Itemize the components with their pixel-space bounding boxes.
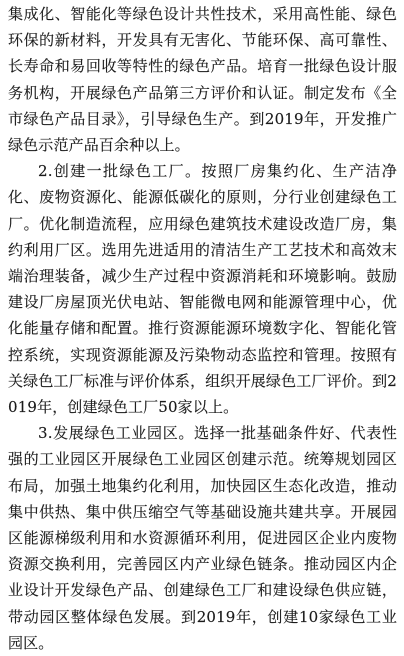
paragraph-green-products: 集成化、智能化等绿色设计共性技术，采用高性能、绿色环保的新材料，开发具有无害化、节能环保、高可靠性、长寿命和易回收等特性的绿色产品。培育一批绿色设计服务机构，开展绿色产品第三方评价和认证。制定发布《全市绿色产品目录》，引导绿色生产。到2019年，开发推广绿色示范产品百余种以上。 [8, 5, 397, 155]
paragraph-green-industrial-parks: 3.发展绿色工业园区。选择一批基础条件好、代表性强的工业园区开展绿色工业园区创建示范。统筹规划园区布局，加强土地集约化利用，加快园区生态化改造，推动集中供热、集中供压缩空气等基础设施共建共享。开展园区能源梯级利用和水资源循环利用，促进园区企业内废物资源交换利用，完善园区内产业绿色链条。推动园区内企业设计开发绿色产品、创建绿色工厂和建设绿色供应链，带动园区整体绿色发展。到2019年，创建10家绿色工业园区。 [8, 424, 397, 652]
paragraph-green-factories: 2.创建一批绿色工厂。按照厂房集约化、生产洁净化、废物资源化、能源低碳化的原则，分行业创建绿色工厂。优化制造流程，应用绿色建筑技术建设改造厂房，集约利用厂区。选用先进适用的清洁生产工艺技术和高效末端治理装备，减少生产过程中资源消耗和环境影响。鼓励建设厂房屋顶光伏电站、智能微电网和能源管理中心，优化能量存储和配置。推行资源能源环境数字化、智能化管控系统，实现资源能源及污染物动态监控和管理。按照有关绿色工厂标准与评价体系，组织开展绿色工厂评价。到2019年，创建绿色工厂50家以上。 [8, 162, 397, 417]
